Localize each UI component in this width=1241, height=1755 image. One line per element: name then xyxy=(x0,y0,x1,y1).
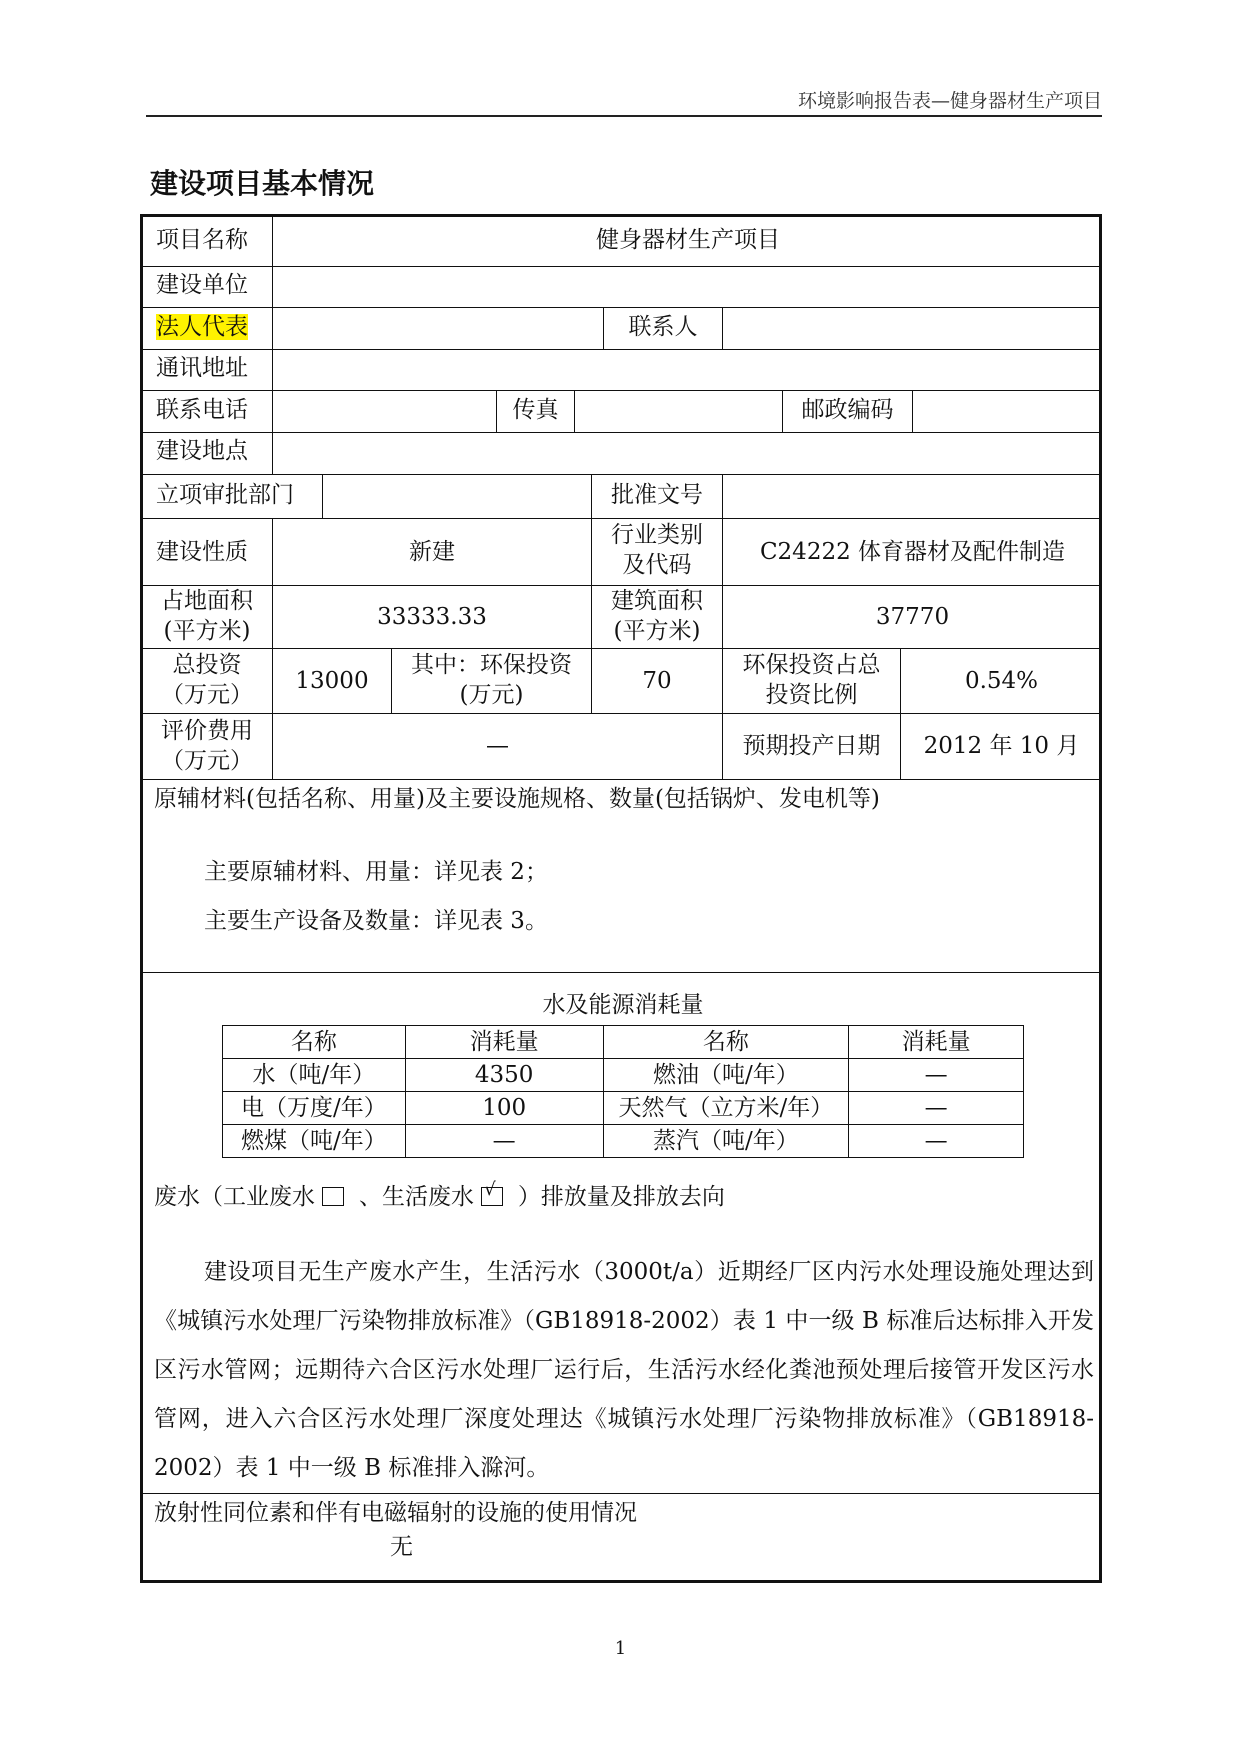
eval-fee-label xyxy=(142,716,272,776)
materials-line2: 主要生产设备及数量：详见表 3。 xyxy=(204,908,548,934)
col-divider xyxy=(272,216,273,474)
fax-label: 传真 xyxy=(512,397,559,423)
address-label: 通讯地址 xyxy=(156,355,248,381)
wastewater-heading-c: ）排放量及排放去向 xyxy=(517,1184,725,1210)
env-ratio-label xyxy=(723,650,900,710)
legal-rep-label: 法人代表 xyxy=(156,314,248,340)
check-mark-icon: √ xyxy=(484,1179,496,1200)
row-divider xyxy=(141,713,1101,714)
row-divider xyxy=(141,474,1101,475)
env-invest-value: 70 xyxy=(642,668,672,694)
col-divider xyxy=(322,474,323,518)
building-area-label-line2: (平方米) xyxy=(613,618,701,644)
row-divider xyxy=(141,972,1101,973)
start-date-label: 预期投产日期 xyxy=(742,733,881,759)
project-name-value: 健身器材生产项目 xyxy=(596,227,780,253)
radiation-heading: 放射性同位素和伴有电磁辐射的设施的使用情况 xyxy=(154,1500,637,1526)
table-cell: — xyxy=(849,1125,1024,1158)
industrial-wastewater-checkbox[interactable] xyxy=(322,1187,344,1206)
approval-doc-label: 批准文号 xyxy=(611,482,703,508)
table-cell: 天然气（立方米/年） xyxy=(603,1092,849,1125)
env-invest-label xyxy=(392,650,591,710)
table-header: 消耗量 xyxy=(405,1026,603,1059)
radiation-value: 无 xyxy=(390,1534,413,1560)
table-cell: 蒸汽（吨/年） xyxy=(603,1125,849,1158)
row-divider xyxy=(141,648,1101,649)
project-name-label: 项目名称 xyxy=(156,227,248,253)
running-header: 环境影响报告表—健身器材生产项目 xyxy=(797,90,1102,112)
eval-fee-label-line2: （万元） xyxy=(161,748,253,774)
table-row xyxy=(223,1092,1024,1125)
land-area-label-line2: (平方米) xyxy=(163,618,251,644)
site-label: 建设地点 xyxy=(156,438,248,464)
table-header: 名称 xyxy=(223,1026,406,1059)
col-divider xyxy=(722,307,723,349)
table-header: 名称 xyxy=(603,1026,849,1059)
wastewater-heading-b: 、生活废水 xyxy=(358,1184,474,1210)
total-invest-label-line1: 总投资 xyxy=(172,652,242,678)
row-divider xyxy=(141,779,1101,780)
col-divider xyxy=(912,390,913,432)
table-cell: 4350 xyxy=(405,1059,603,1092)
domestic-wastewater-checkbox[interactable] xyxy=(481,1179,503,1206)
nature-value: 新建 xyxy=(409,539,455,565)
table-header-row xyxy=(223,1026,1024,1059)
env-ratio-label-line1: 环保投资占总 xyxy=(742,652,881,678)
eval-fee-label-line1: 评价费用 xyxy=(161,718,253,744)
land-area-value: 33333.33 xyxy=(377,604,487,630)
row-divider xyxy=(141,518,1101,519)
land-area-label-line1: 占地面积 xyxy=(161,588,253,614)
land-area-label xyxy=(142,586,272,646)
header-rule xyxy=(146,115,1102,117)
building-area-value: 37770 xyxy=(875,604,950,630)
energy-table xyxy=(222,1025,1024,1158)
wastewater-heading-a: 废水（工业废水 xyxy=(154,1184,315,1210)
approval-dept-label: 立项审批部门 xyxy=(156,482,294,508)
total-invest-label xyxy=(142,650,272,710)
building-area-label xyxy=(592,586,722,646)
start-date-value: 2012 年 10 月 xyxy=(923,733,1080,759)
total-invest-label-line2: （万元） xyxy=(161,682,253,708)
materials-heading: 原辅材料(包括名称、用量)及主要设施规格、数量(包括锅炉、发电机等) xyxy=(154,786,880,812)
table-cell: 水（吨/年） xyxy=(223,1059,406,1092)
nature-label: 建设性质 xyxy=(156,539,248,565)
total-invest-value: 13000 xyxy=(295,668,369,694)
table-cell: 电（万度/年） xyxy=(223,1092,406,1125)
industry-label xyxy=(592,520,722,580)
industry-label-line1: 行业类别 xyxy=(611,522,703,548)
table-cell: — xyxy=(849,1059,1024,1092)
energy-caption: 水及能源消耗量 xyxy=(542,992,704,1018)
table-cell: — xyxy=(405,1125,603,1158)
wastewater-paragraph: 建设项目无生产废水产生，生活污水（3000t/a）近期经厂区内污水处理设施处理达到《城镇污水处理厂污染物排放标准》（GB18918-2002）表 1 中一级 B 标准后达标排入开发区污水管网；远期待六合区污水处理厂运行后，生活污水经化粪池预处理后接管开发区污水管网，进入六合区污水处理厂深度处理达《城镇污水处理厂污染物排放标准》（GB18918-2002）表 1 中一级 B 标准排入滁河。 xyxy=(154,1259,1094,1481)
eval-fee-value: — xyxy=(486,733,509,759)
col-divider xyxy=(722,474,723,518)
env-invest-label-line1: 其中：环保投资 xyxy=(411,652,572,678)
col-divider xyxy=(574,390,575,432)
page-number: 1 xyxy=(614,1638,627,1659)
builder-label: 建设单位 xyxy=(156,272,248,298)
env-ratio-value: 0.54% xyxy=(964,668,1039,694)
row-divider xyxy=(141,349,1101,350)
table-row xyxy=(223,1059,1024,1092)
table-row xyxy=(223,1125,1024,1158)
row-divider xyxy=(141,266,1101,267)
contact-label: 联系人 xyxy=(628,314,698,340)
table-cell: 燃油（吨/年） xyxy=(603,1059,849,1092)
table-cell: 100 xyxy=(405,1092,603,1125)
table-cell: 燃煤（吨/年） xyxy=(223,1125,406,1158)
wastewater-heading xyxy=(154,1179,725,1212)
industry-value: C24222 体育器材及配件制造 xyxy=(759,539,1066,565)
table-header: 消耗量 xyxy=(849,1026,1024,1059)
industry-label-line2: 及代码 xyxy=(622,552,692,578)
env-invest-label-line2: (万元) xyxy=(459,682,524,708)
materials-line1: 主要原辅材料、用量：详见表 2； xyxy=(204,859,548,885)
page-title: 建设项目基本情况 xyxy=(150,167,375,200)
postcode-label: 邮政编码 xyxy=(801,397,894,423)
phone-label: 联系电话 xyxy=(156,397,248,423)
row-divider xyxy=(141,390,1101,391)
table-cell: — xyxy=(849,1092,1024,1125)
env-ratio-label-line2: 投资比例 xyxy=(765,682,858,708)
row-divider xyxy=(141,307,1101,308)
row-divider xyxy=(141,432,1101,433)
row-divider xyxy=(141,1493,1101,1494)
building-area-label-line1: 建筑面积 xyxy=(611,588,703,614)
